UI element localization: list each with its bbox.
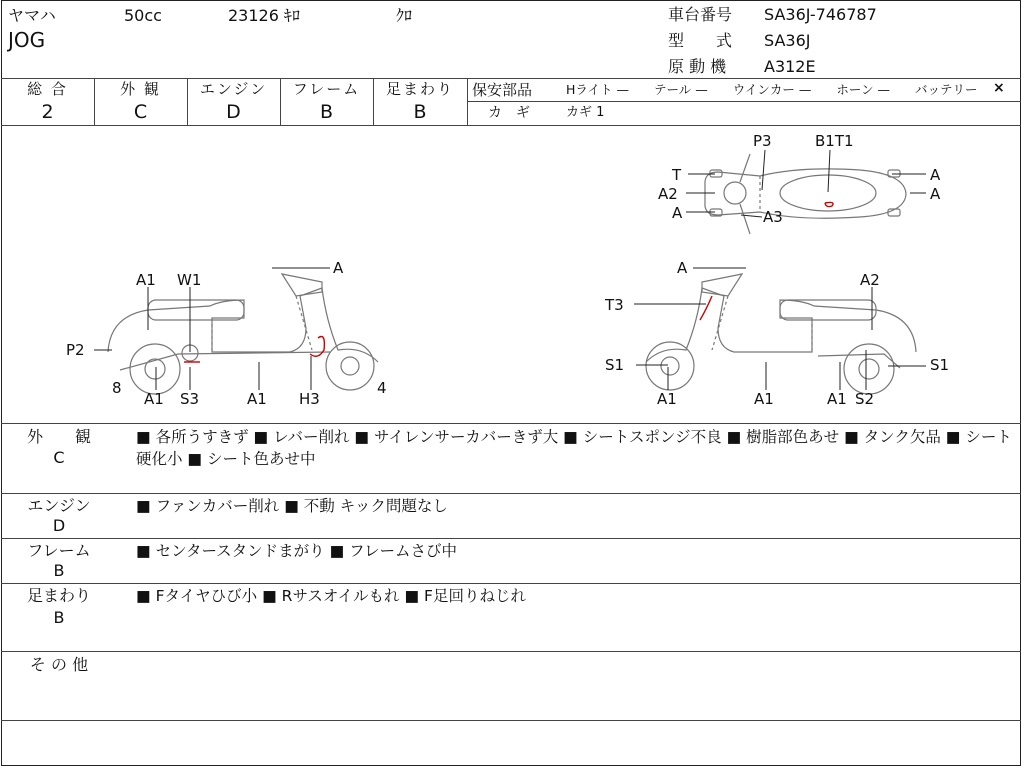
grade-overall (1, 79, 94, 125)
remark-text-suspension: ■ Fタイヤひび小 ■ Rサスオイルもれ ■ F足回りねじれ (136, 587, 526, 605)
maker: ヤマハ (8, 6, 56, 25)
grade-value: 2 (41, 101, 54, 123)
remark-label-exterior: 外 観 (26, 427, 91, 446)
label-s2: S2 (855, 390, 875, 408)
grade-frame (280, 79, 373, 125)
remark-grade-suspension: B (53, 608, 65, 627)
damage-mark (310, 337, 324, 357)
label-a1: A1 (247, 390, 267, 408)
label-p2: P2 (66, 341, 85, 359)
grade-label: 総 合 (27, 80, 68, 98)
grade-label: 外 観 (120, 80, 161, 98)
safety-items: Hライト — テール — ウインカー — ホーン — バッテリー (566, 82, 978, 97)
label-a2: A2 (658, 185, 678, 203)
label-a: A (333, 259, 344, 277)
type-value: SA36J (764, 31, 811, 50)
divider (1, 493, 1021, 494)
grade-engine (187, 79, 280, 125)
label-s1: S1 (930, 356, 950, 374)
label-h3: H3 (299, 390, 320, 408)
label-s1: S1 (605, 356, 625, 374)
label-b1t1: B1T1 (815, 132, 854, 150)
label-a3: A3 (763, 208, 783, 226)
label-w1: W1 (177, 271, 202, 289)
grade-value: D (226, 101, 241, 123)
grade-exterior (94, 79, 187, 125)
damage-diagram (0, 126, 1024, 423)
label-t: T (672, 166, 682, 184)
chassis-label: 車台番号 (668, 5, 733, 24)
grade-value: B (413, 101, 427, 123)
label-a1: A1 (827, 390, 847, 408)
remark-label-frame: フレーム (27, 541, 91, 560)
label-a: A (930, 185, 941, 203)
damage-mark (700, 296, 712, 320)
divider (1, 423, 1021, 424)
divider (1, 538, 1021, 539)
label-t3: T3 (605, 296, 624, 314)
grade-value: C (133, 101, 148, 123)
battery-mark: × (993, 80, 1005, 96)
grade-label: フレーム (292, 80, 361, 98)
remark-label-other: そ の 他 (29, 655, 89, 674)
model-name: JOG (8, 28, 46, 52)
label-a1: A1 (657, 390, 677, 408)
label-a: A (677, 259, 688, 277)
remark-grade-frame: B (53, 561, 65, 580)
damage-mark (825, 202, 833, 206)
remark-text-engine: ■ ファンカバー削れ ■ 不動 キック問題なし (136, 497, 448, 515)
grade-suspension (373, 79, 467, 125)
grade-value: B (319, 101, 334, 123)
chassis-value: SA36J-746787 (764, 5, 877, 24)
grade-label: 足まわり (385, 80, 454, 98)
remark-text-exterior: ■ 各所うすきず ■ レバー削れ ■ サイレンサーカバーきず大 ■ シートスポンジ不良 ■ 樹脂部色あせ ■ タンク欠品 ■ シート硬化小 ■ シート色あせ中 (136, 428, 1012, 468)
label-a1: A1 (144, 390, 164, 408)
mileage: 23126 ｷﾛ (228, 6, 300, 25)
key-value: カギ 1 (566, 105, 605, 120)
scooter-right-view (646, 274, 916, 394)
engine-value: A312E (764, 57, 816, 76)
label-s3: S3 (180, 390, 200, 408)
remark-text-frame: ■ センタースタンドまがり ■ フレームさび中 (136, 542, 458, 560)
label-a2: A2 (860, 271, 880, 289)
type-label: 型 式 (668, 31, 733, 50)
label-4: 4 (377, 379, 387, 397)
grade-label: エンジン (199, 80, 268, 98)
remark-label-engine: エンジン (27, 496, 91, 515)
label-a1: A1 (136, 271, 156, 289)
label-8: 8 (112, 379, 122, 397)
divider (467, 78, 468, 125)
engine-label: 原 動 機 (668, 57, 727, 76)
remark-grade-exterior: C (53, 448, 65, 467)
key-label: カ ギ (488, 105, 530, 121)
label-p3: P3 (753, 132, 772, 150)
divider (1, 651, 1021, 652)
displacement: 50cc (124, 6, 162, 25)
color: ｸﾛ (396, 6, 413, 25)
remark-label-suspension: 足まわり (26, 586, 91, 605)
label-a: A (672, 204, 683, 222)
divider (468, 101, 1021, 102)
label-a: A (930, 166, 941, 184)
safety-title: 保安部品 (472, 81, 533, 99)
divider (1, 720, 1021, 721)
scooter-top-view (705, 154, 906, 234)
remark-grade-engine: D (52, 516, 66, 535)
divider (1, 583, 1021, 584)
label-a1: A1 (754, 390, 774, 408)
